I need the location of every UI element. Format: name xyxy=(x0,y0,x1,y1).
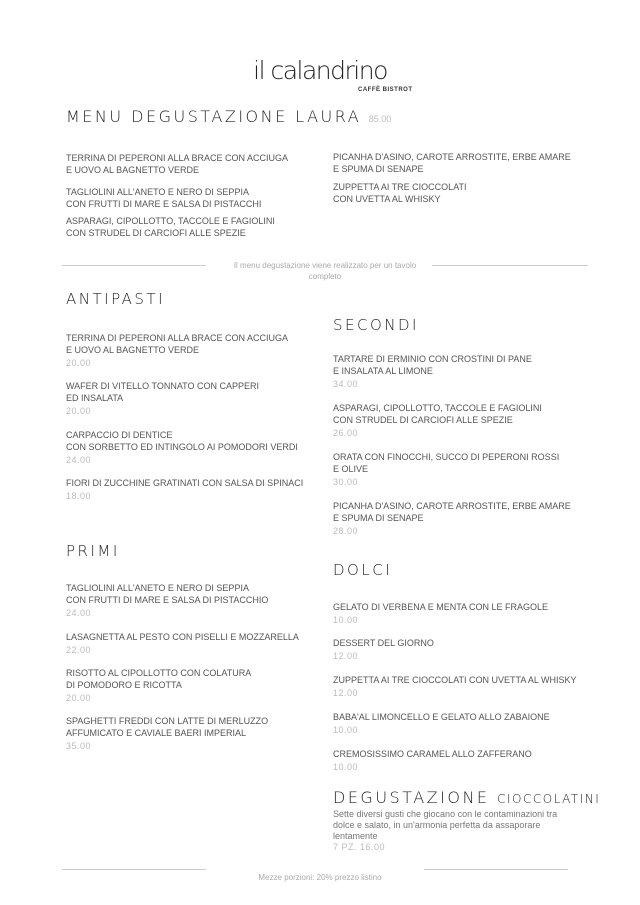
menu-item-price: 22.00 xyxy=(66,645,92,655)
menu-item-price: 12.00 xyxy=(333,651,359,661)
menu-item-name: SPAGHETTI FREDDI CON LATTE DI MERLUZZO AFFUMICATO E CAVIALE BAERI IMPERIAL xyxy=(66,716,269,738)
menu-item-name: PICANHA D'ASINO, CAROTE ARROSTITE, ERBE AMARE E SPUMA DI SENAPE xyxy=(333,501,571,523)
menu-item xyxy=(333,711,550,737)
menu-item xyxy=(333,637,434,663)
menu-item xyxy=(333,500,571,538)
menu-item-name: ORATA CON FINOCCHI, SUCCO DI PEPERONI ROSSI E OLIVE xyxy=(333,452,560,474)
menu-item xyxy=(66,380,259,418)
divider xyxy=(62,869,206,870)
tasting-course: ASPARAGI, CIPOLLOTTO, TACCOLE E FAGIOLINI CON STRUDEL DI CARCIOFI ALLE SPEZIE xyxy=(66,216,275,238)
menu-item-price: 20.00 xyxy=(66,358,92,368)
footer-note: Mezze porzioni: 20% prezzo listino xyxy=(258,873,382,882)
cioccolatini-title xyxy=(333,788,600,807)
menu-item-price: 30.00 xyxy=(333,477,359,487)
cioccolatini-subtitle: CIOCCOLATINI xyxy=(497,792,601,806)
menu-item xyxy=(66,715,268,753)
menu-item-name: TAGLIOLINI ALL'ANETO E NERO DI SEPPIA CON FRUTTI DI MARE E SALSA DI PISTACCHIO xyxy=(66,583,269,605)
menu-item-price: 26.00 xyxy=(333,428,359,438)
tasting-price: 85.00 xyxy=(368,114,392,124)
divider xyxy=(62,265,206,266)
menu-item-name: TERRINA DI PEPERONI ALLA BRACE CON ACCIUGA E UOVO AL BAGNETTO VERDE xyxy=(66,333,289,355)
menu-item xyxy=(66,429,298,467)
menu-item-price: 20.00 xyxy=(66,693,92,703)
menu-item-price: 12.00 xyxy=(333,688,359,698)
divider xyxy=(432,265,588,266)
menu-item-name: CARPACCIO DI DENTICE CON SORBETTO ED INTINGOLO AI POMODORI VERDI xyxy=(66,430,298,452)
primi-title: PRIMI xyxy=(66,542,120,560)
menu-item-price: 24.00 xyxy=(66,455,92,465)
tasting-title xyxy=(66,107,391,126)
cioccolatini-price: 7 PZ. 16.00 xyxy=(333,842,386,852)
menu-item xyxy=(66,631,299,657)
menu-item-name: TARTARE DI ERMINIO CON CROSTINI DI PANE E INSALATA AL LIMONE xyxy=(333,354,532,376)
menu-item-name: BABA'AL LIMONCELLO E GELATO ALLO ZABAIONE xyxy=(333,712,550,722)
menu-item-price: 35.00 xyxy=(66,741,92,751)
menu-item-name: GELATO DI VERBENA E MENTA CON LE FRAGOLE xyxy=(333,602,549,612)
tasting-course: TAGLIOLINI ALL'ANETO E NERO DI SEPPIA CON FRUTTI DI MARE E SALSA DI PISTACCHI xyxy=(66,187,262,209)
menu-item-name: ZUPPETTA AI TRE CIOCCOLATI CON UVETTA AL WHISKY xyxy=(333,675,577,685)
antipasti-title: ANTIPASTI xyxy=(66,290,166,308)
menu-item xyxy=(333,402,542,440)
divider xyxy=(424,869,568,870)
tasting-title-text: MENU DEGUSTAZIONE LAURA xyxy=(66,107,362,126)
logo-subtitle: CAFFÈ BISTROT xyxy=(358,87,413,93)
cioccolatini-description: Sette diversi gusti che giocano con le contaminazioni tra dolce e salato, in un'armonia perfetta da assaporare lentamente xyxy=(333,809,558,841)
menu-item-price: 10.00 xyxy=(333,762,359,772)
dolci-title: DOLCI xyxy=(333,561,393,579)
menu-item-name: CREMOSISSIMO CARAMEL ALLO ZAFFERANO xyxy=(333,749,532,759)
menu-item xyxy=(66,582,268,620)
menu-item-name: ASPARAGI, CIPOLLOTTO, TACCOLE E FAGIOLINI CON STRUDEL DI CARCIOFI ALLE SPEZIE xyxy=(333,403,542,425)
menu-item-price: 34.00 xyxy=(333,379,359,389)
menu-item xyxy=(66,477,303,503)
cioccolatini-title-text: DEGUSTAZIONE xyxy=(333,788,490,807)
menu-item-price: 10.00 xyxy=(333,725,359,735)
menu-item-price: 24.00 xyxy=(66,608,92,618)
logo: il calandrino xyxy=(253,56,387,85)
menu-item xyxy=(333,674,577,700)
menu-item-name: FIORI DI ZUCCHINE GRATINATI CON SALSA DI SPINACI xyxy=(66,478,304,488)
secondi-title: SECONDI xyxy=(333,316,419,334)
menu-item xyxy=(66,332,288,370)
menu-item xyxy=(333,601,548,627)
menu-item-name: RISOTTO AL CIPOLLOTTO CON COLATURA DI POMODORO E RICOTTA xyxy=(66,668,252,690)
menu-item-price: 18.00 xyxy=(66,491,92,501)
menu-item-price: 20.00 xyxy=(66,406,92,416)
menu-item-name: WAFER DI VITELLO TONNATO CON CAPPERI ED INSALATA xyxy=(66,381,260,403)
menu-item-name: LASAGNETTA AL PESTO CON PISELLI E MOZZARELLA xyxy=(66,632,299,642)
tasting-course: ZUPPETTA AI TRE CIOCCOLATI CON UVETTA AL WHISKY xyxy=(333,182,467,204)
tasting-course: TERRINA DI PEPERONI ALLA BRACE CON ACCIUGA E UOVO AL BAGNETTO VERDE xyxy=(66,153,289,175)
menu-item-price: 10.00 xyxy=(333,615,359,625)
tasting-note: Il menu degustazione viene realizzato per un tavolo completo xyxy=(233,261,417,281)
menu-item xyxy=(66,667,251,705)
menu-item xyxy=(333,451,559,489)
tasting-course: PICANHA D'ASINO, CAROTE ARROSTITE, ERBE AMARE E SPUMA DI SENAPE xyxy=(333,152,571,174)
menu-item xyxy=(333,748,532,774)
menu-item xyxy=(333,353,532,391)
menu-item-price: 28.00 xyxy=(333,526,359,536)
menu-item-name: DESSERT DEL GIORNO xyxy=(333,638,434,648)
